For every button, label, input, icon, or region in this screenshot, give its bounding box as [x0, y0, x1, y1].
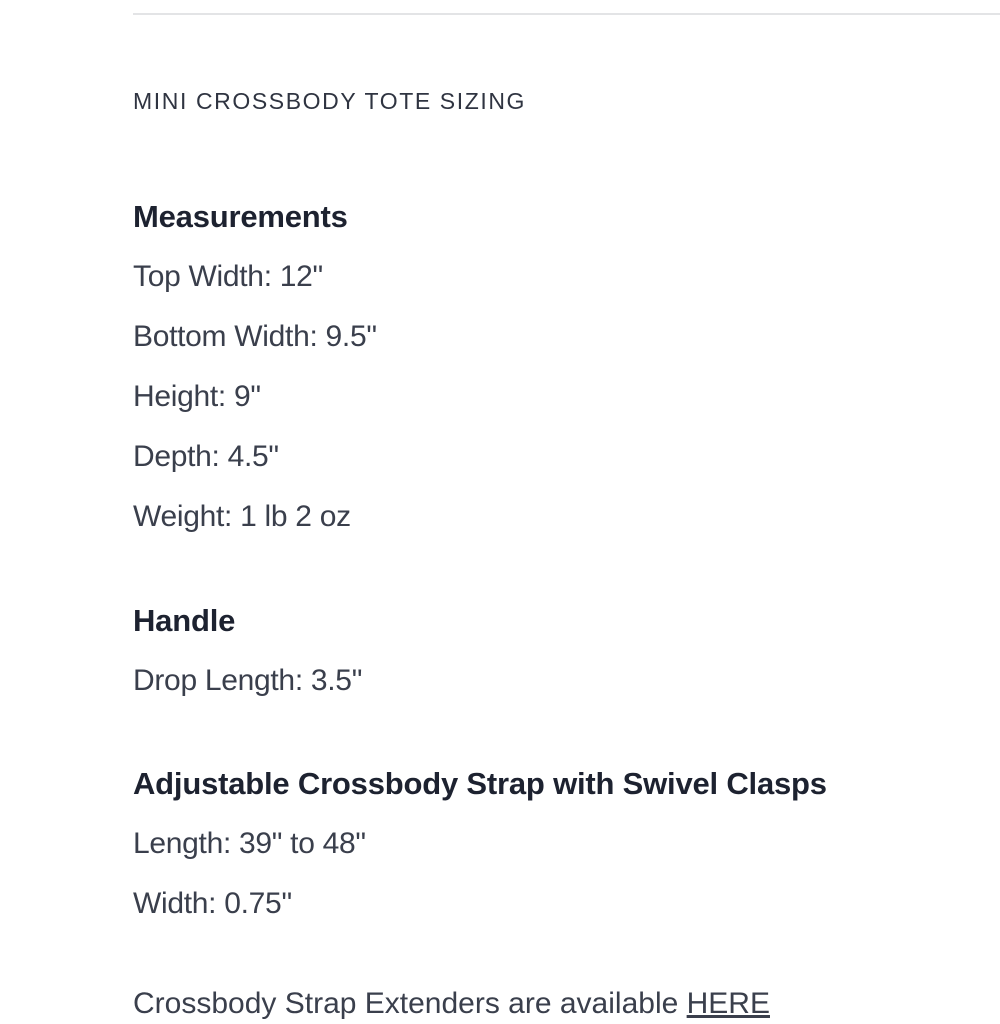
strap-extender-link[interactable]: HERE — [686, 987, 770, 1020]
strap-extender-text: Crossbody Strap Extenders are available — [133, 987, 687, 1020]
measurements-group — [133, 197, 377, 557]
top-divider — [133, 13, 1000, 15]
spec-line-top-width: Top Width: 12" — [133, 260, 323, 293]
spec-line-strap-width: Width: 0.75" — [133, 887, 292, 920]
spec-line-weight: Weight: 1 lb 2 oz — [133, 500, 351, 533]
group-heading: Adjustable Crossbody Strap with Swivel Clasps — [133, 766, 827, 801]
spec-line-drop-length: Drop Length: 3.5" — [133, 664, 363, 697]
spec-list — [133, 257, 377, 537]
spec-line-bottom-width: Bottom Width: 9.5" — [133, 320, 377, 353]
strap-extender-note — [133, 984, 770, 1024]
strap-group — [133, 764, 827, 944]
spec-line-height: Height: 9" — [133, 380, 261, 413]
handle-group — [133, 601, 362, 721]
spec-line-strap-length: Length: 39" to 48" — [133, 827, 366, 860]
spec-line-depth: Depth: 4.5" — [133, 440, 279, 473]
spec-list — [133, 824, 827, 924]
group-heading: Measurements — [133, 199, 348, 234]
spec-list — [133, 661, 362, 701]
group-heading: Handle — [133, 603, 236, 638]
section-title: MINI CROSSBODY TOTE SIZING — [133, 88, 527, 114]
